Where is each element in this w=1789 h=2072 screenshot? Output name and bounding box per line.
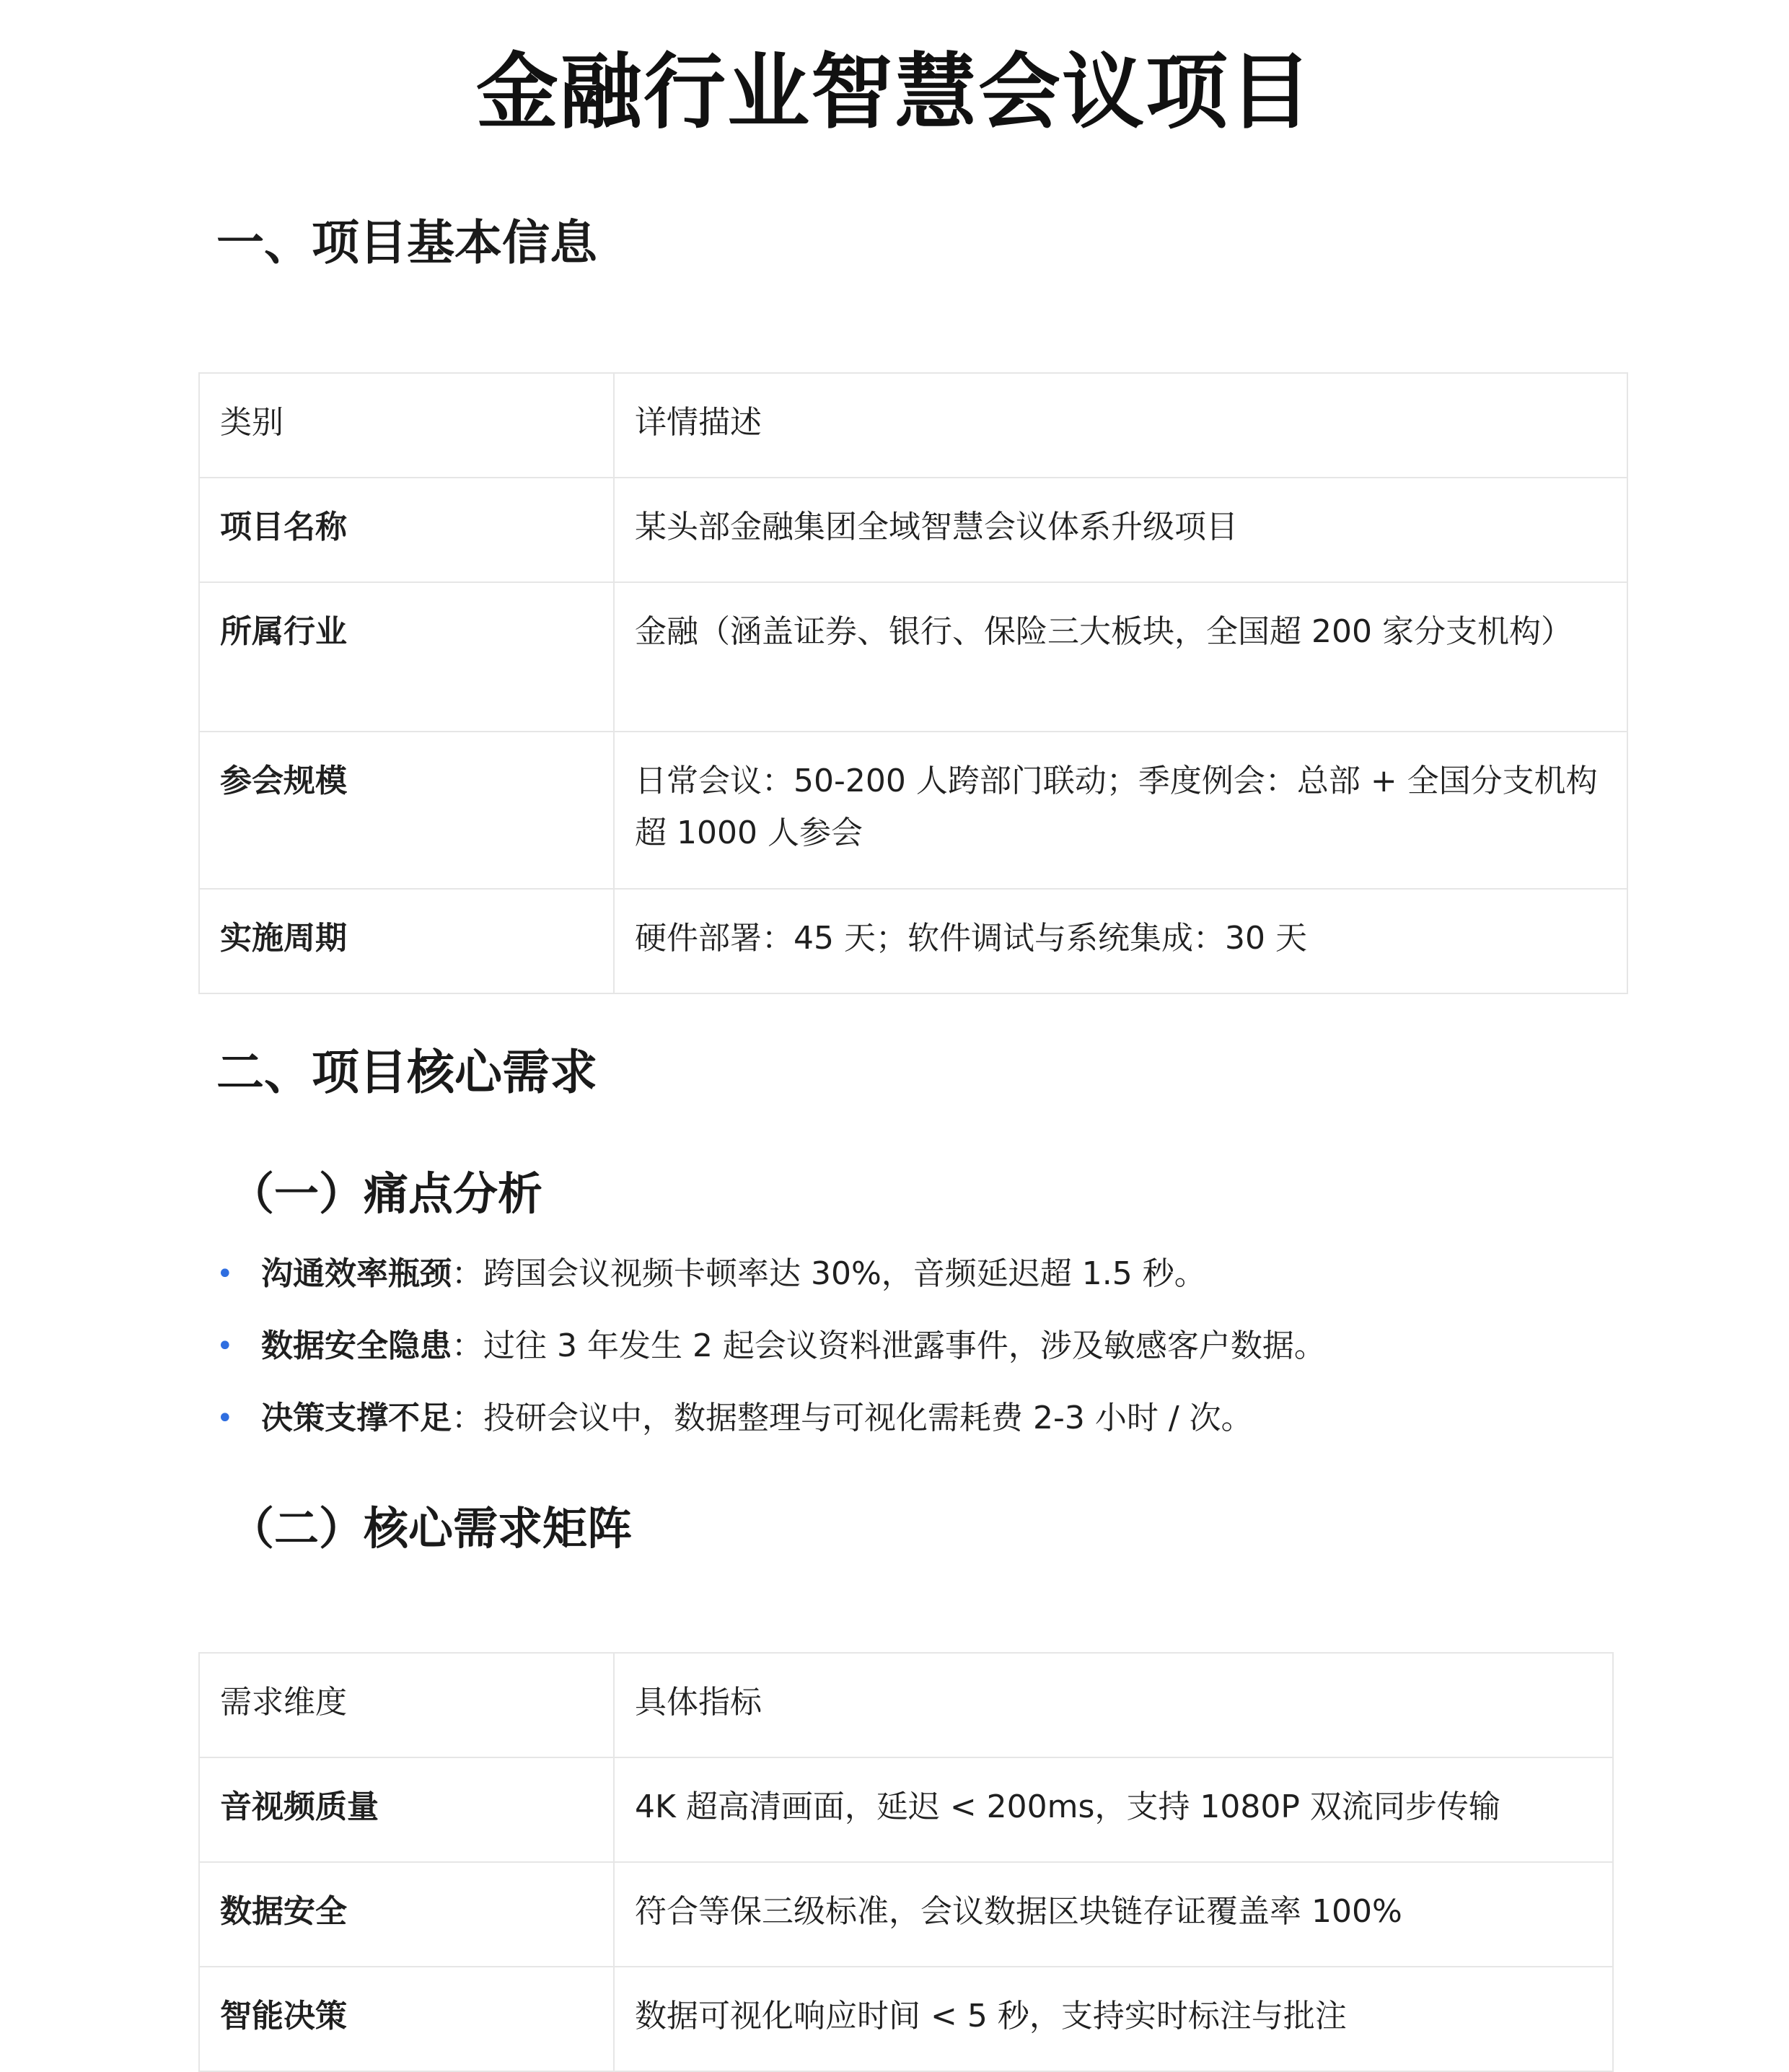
- section-heading-core-needs: 二、项目核心需求: [216, 1045, 597, 1100]
- page-title: 金融行业智慧会议项目: [475, 44, 1313, 140]
- subsection-heading-needs-matrix: （二）核心需求矩阵: [229, 1502, 633, 1555]
- table-key-cell: 数据安全: [199, 1862, 614, 1967]
- list-item-key: 沟通效率瓶颈: [261, 1255, 452, 1292]
- table-value-cell: 硬件部署：45 天；软件调试与系统集成：30 天: [614, 889, 1627, 993]
- table-value-cell: 日常会议：50-200 人跨部门联动；季度例会：总部 + 全国分支机构超 1000 人参会: [614, 732, 1627, 889]
- list-item-key: 决策支撑不足: [261, 1400, 452, 1436]
- table-row: [199, 889, 1627, 993]
- table-key-cell: 智能决策: [199, 1967, 614, 2071]
- table-row: [199, 478, 1627, 582]
- table-key-cell: 实施周期: [199, 889, 614, 993]
- table-value-cell: 4K 超高清画面，延迟 < 200ms，支持 1080P 双流同步传输: [614, 1757, 1613, 1862]
- table-row: [199, 582, 1627, 732]
- list-item: [216, 1392, 1326, 1465]
- table-value-cell: 数据可视化响应时间 < 5 秒，支持实时标注与批注: [614, 1967, 1613, 2071]
- bullet-icon: •: [216, 1257, 234, 1291]
- table-key-cell: 项目名称: [199, 478, 614, 582]
- table-key-cell: 音视频质量: [199, 1757, 614, 1862]
- table-header-row: [199, 1653, 1613, 1757]
- list-item-text: ：跨国会议视频卡顿率达 30%，音频延迟超 1.5 秒。: [452, 1255, 1206, 1292]
- pain-points-list: [216, 1248, 1326, 1465]
- table-header-cell: 类别: [199, 373, 614, 478]
- table-row: [199, 1967, 1613, 2071]
- table-value-cell: 符合等保三级标准，会议数据区块链存证覆盖率 100%: [614, 1862, 1613, 1967]
- table-value-cell: 某头部金融集团全域智慧会议体系升级项目: [614, 478, 1627, 582]
- table-row: [199, 1862, 1613, 1967]
- section-heading-basic-info: 一、项目基本信息: [216, 215, 597, 271]
- table-row: [199, 732, 1627, 889]
- needs-matrix-table: [198, 1652, 1614, 2072]
- list-item: [216, 1320, 1326, 1392]
- table-header-row: [199, 373, 1627, 478]
- bullet-icon: •: [216, 1330, 234, 1363]
- bullet-icon: •: [216, 1402, 234, 1435]
- basic-info-table: [198, 372, 1628, 994]
- subsection-heading-pain-points: （一）痛点分析: [229, 1167, 543, 1220]
- list-item-text: ：过往 3 年发生 2 起会议资料泄露事件，涉及敏感客户数据。: [452, 1327, 1326, 1364]
- table-row: [199, 1757, 1613, 1862]
- table-header-cell: 详情描述: [614, 373, 1627, 478]
- table-header-cell: 需求维度: [199, 1653, 614, 1757]
- table-key-cell: 参会规模: [199, 732, 614, 889]
- list-item-text: ：投研会议中，数据整理与可视化需耗费 2-3 小时 / 次。: [452, 1400, 1253, 1436]
- table-key-cell: 所属行业: [199, 582, 614, 732]
- table-header-cell: 具体指标: [614, 1653, 1613, 1757]
- table-value-cell: 金融（涵盖证券、银行、保险三大板块，全国超 200 家分支机构）: [614, 582, 1627, 732]
- list-item: [216, 1248, 1326, 1320]
- list-item-key: 数据安全隐患: [261, 1327, 452, 1364]
